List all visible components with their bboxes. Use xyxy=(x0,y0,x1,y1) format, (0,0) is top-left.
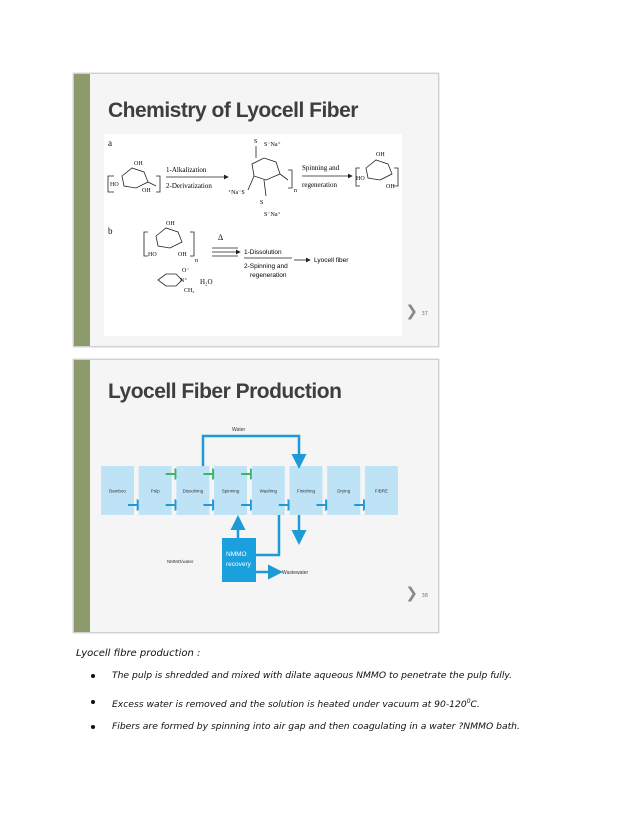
bullet-dot-icon xyxy=(91,725,95,729)
nmmo-n-plus: N⁺ xyxy=(180,278,188,284)
panel-a-label: a xyxy=(108,138,112,148)
step-spinning-b: 2-Spinning and xyxy=(244,263,288,270)
nmmo-o-minus: O⁻ xyxy=(182,268,190,274)
lyocell-fiber-product: Lyocell fiber xyxy=(314,257,349,264)
nmmo-water-label: NMMO/water xyxy=(167,559,194,564)
delta-symbol: Δ xyxy=(218,233,224,242)
oh-label-b1: OH xyxy=(166,221,175,227)
step-regeneration: regeneration xyxy=(302,181,337,189)
chemistry-diagram xyxy=(104,134,402,336)
step-regeneration-b: regeneration xyxy=(250,272,287,279)
nmmo-recovery-line2: recovery xyxy=(226,561,251,568)
production-flowchart xyxy=(74,360,438,632)
slide-page-number: 37 xyxy=(421,311,428,317)
next-chevron-icon: ❯ xyxy=(405,584,418,602)
flow-step-label: Washing xyxy=(259,488,277,494)
xanthate-nas: ⁺Na⁻S xyxy=(228,190,245,196)
cellulose-unit-right xyxy=(356,160,398,186)
slide-production xyxy=(73,359,439,633)
xanthate-sna-bottom: S⁻Na⁺ xyxy=(264,212,281,218)
repeat-n: n xyxy=(294,188,297,194)
water-label: Water xyxy=(232,427,246,433)
repeat-n-b: n xyxy=(195,258,198,264)
step-alkalization: 1-Alkalization xyxy=(166,166,207,174)
next-chevron-icon: ❯ xyxy=(405,302,418,320)
nmmo-molecule xyxy=(158,274,182,286)
oh-label-b2: OH xyxy=(178,252,187,258)
oh-label-3: OH xyxy=(376,152,385,158)
bullet-list xyxy=(90,664,520,741)
cellulose-unit-left xyxy=(108,168,160,192)
nmmo-recovery-box xyxy=(222,538,256,582)
ho-label: HO xyxy=(110,182,119,188)
nmmo-h2o: H₂O xyxy=(200,278,213,286)
slide-chemistry xyxy=(73,73,439,347)
wastewater-label: Wastewater xyxy=(282,570,309,576)
water-line xyxy=(203,436,299,466)
flow-step-label: Spinning xyxy=(221,488,240,494)
slide-accent-bar xyxy=(74,74,90,346)
bullet-item: Excess water is removed and the solution is heated under vacuum at $90-120^0C$. xyxy=(90,690,520,716)
nmmo-ch3: CH₃ xyxy=(184,288,195,294)
xanthate-s: S xyxy=(254,139,258,145)
bullet-item: The pulp is shredded and mixed with dilate aqueous NMMO to penetrate the pulp fully. xyxy=(90,664,520,690)
xanthate-s-bottom: S xyxy=(260,200,264,206)
step-derivatization: 2-Derivatization xyxy=(166,182,212,190)
nmmo-recovery-line1: NMMO xyxy=(226,551,247,558)
ho-label-2: HO xyxy=(356,176,365,182)
flow-step-label: Bamboo xyxy=(109,488,126,494)
flow-step-label: Drying xyxy=(337,488,351,494)
step-spinning: Spinning and xyxy=(302,164,340,172)
step-dissolution: 1-Dissolution xyxy=(244,249,282,256)
slide-title: Chemistry of Lyocell Fiber xyxy=(108,99,358,122)
bullet-dot-icon xyxy=(91,674,95,678)
flow-step-label: FIBRE xyxy=(374,488,389,494)
panel-b-label: b xyxy=(108,226,113,236)
flow-step-label: Pulp xyxy=(150,488,160,494)
slide-page-number: 38 xyxy=(421,593,428,599)
oh-label: OH xyxy=(134,161,143,167)
bullet-dot-icon xyxy=(91,700,95,704)
cellulose-xanthate-unit xyxy=(248,146,292,196)
slide-title: Lyocell Fiber Production xyxy=(108,380,342,403)
bullet-item: Fibers are formed by spinning into air gap and then coagulating in a water ?NMMO bath. xyxy=(90,715,520,741)
oh-label-4: OH xyxy=(386,184,395,190)
section-caption: Lyocell fibre production : xyxy=(76,648,201,659)
flow-step-label: Dissolving xyxy=(182,488,204,494)
oh-label-2: OH xyxy=(142,188,151,194)
xanthate-sna-top: S⁻Na⁺ xyxy=(264,142,281,148)
ho-label-b: HO xyxy=(148,252,157,258)
flow-step-label: Finishing xyxy=(296,488,316,494)
